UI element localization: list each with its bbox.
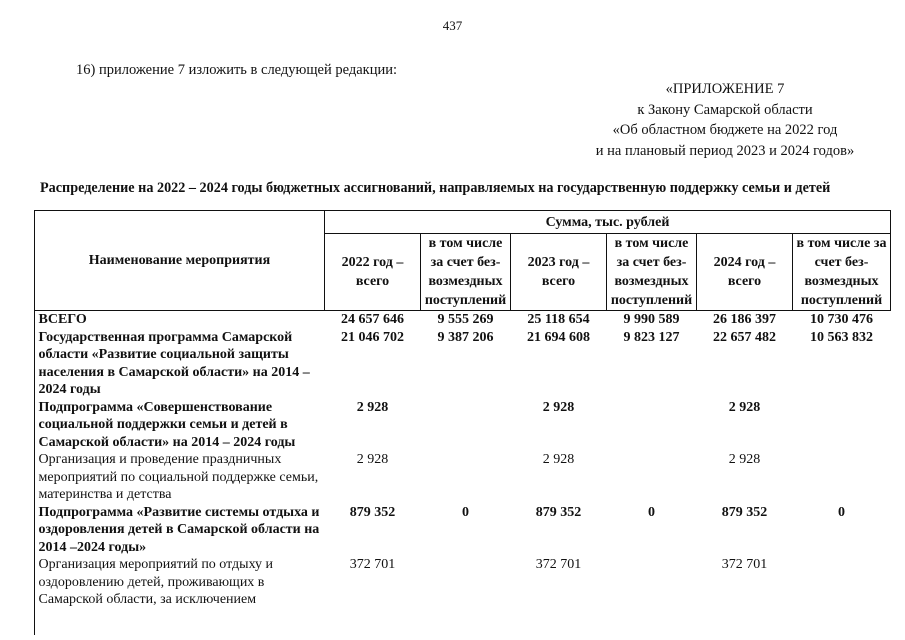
cell-value: 25 118 654 <box>511 311 607 329</box>
table-row <box>35 399 891 452</box>
cell-value: 21 694 608 <box>527 329 590 345</box>
cell-value <box>607 451 697 504</box>
cell-value: 879 352 <box>535 504 582 520</box>
cell-value: 9 823 127 <box>623 329 680 345</box>
budget-table <box>34 210 891 609</box>
row-name: Организация и проведение праздничных мероприятий по социальной поддержке семьи, материнства и детства <box>38 452 319 502</box>
column-header: 2024 год – всего <box>697 234 793 311</box>
table-title: Распределение на 2022 – 2024 годы бюджетных ассигнований, направляемых на государственную поддержку семьи и детей <box>40 180 831 196</box>
cell-value: 2 928 <box>728 399 761 415</box>
cell-value: 372 701 <box>535 557 582 572</box>
cell-value: 0 <box>838 504 845 520</box>
table-row <box>35 311 891 329</box>
cell-value: 879 352 <box>349 504 396 520</box>
cell-value: 2 928 <box>356 452 389 467</box>
row-name: Подпрограмма «Совершенствование социальной поддержки семьи и детей в Самарской области» на 2014 – 2024 годы <box>38 399 296 450</box>
table-row <box>35 451 891 504</box>
cell-value <box>607 556 697 609</box>
table-left-border <box>34 210 35 635</box>
page-number: 437 <box>442 18 463 33</box>
cell-value <box>421 556 511 609</box>
table-row <box>35 556 891 609</box>
column-header: 2023 год – всего <box>511 234 607 311</box>
column-group-sum: Сумма, тыс. рублей <box>325 211 891 234</box>
cell-value: 2 928 <box>728 452 761 467</box>
row-name: Организация мероприятий по отдыху и оздоровлению детей, проживающих в Самарской области, за исключением <box>38 557 274 607</box>
cell-value: 0 <box>648 504 655 520</box>
cell-value: 26 186 397 <box>697 311 793 329</box>
cell-value: 0 <box>462 504 469 520</box>
annex-line: к Закону Самарской области <box>637 101 813 118</box>
cell-value <box>793 556 891 609</box>
row-name: ВСЕГО <box>35 311 325 329</box>
row-name: Государственная программа Самарской области «Развитие социальной защиты населения в Самарской области» на 2014 – 2024 годы <box>38 329 310 397</box>
cell-value: 9 990 589 <box>607 311 697 329</box>
table-row <box>35 329 891 399</box>
annex-line: и на плановый период 2023 и 2024 годов» <box>595 142 855 159</box>
row-name: Подпрограмма «Развитие системы отдыха и оздоровления детей в Самарской области на 2014 –2024 годы» <box>38 504 320 555</box>
annex-line: «Об областном бюджете на 2022 год <box>612 122 838 138</box>
column-header: 2022 год – всего <box>325 234 421 311</box>
cell-value <box>793 399 891 452</box>
cell-value: 10 563 832 <box>810 329 873 345</box>
intro-text: 16) приложение 7 изложить в следующей редакции: <box>76 62 398 78</box>
column-header-name: Наименование мероприятия <box>35 211 325 311</box>
cell-value: 21 046 702 <box>341 329 404 345</box>
cell-value <box>607 399 697 452</box>
cell-value: 372 701 <box>349 557 396 572</box>
cell-value <box>421 399 511 452</box>
annex-line: «ПРИЛОЖЕНИЕ 7 <box>665 81 785 97</box>
cell-value: 10 730 476 <box>793 311 891 329</box>
cell-value <box>421 451 511 504</box>
cell-value: 2 928 <box>356 399 389 415</box>
column-header: в том числе за счет без-возмездных поступлений <box>421 234 511 311</box>
table-row <box>35 504 891 557</box>
column-header: в том числе за счет без-возмездных поступлений <box>607 234 697 311</box>
cell-value: 879 352 <box>721 504 768 520</box>
cell-value <box>793 451 891 504</box>
cell-value: 2 928 <box>542 399 575 415</box>
cell-value: 2 928 <box>542 452 575 467</box>
cell-value: 9 555 269 <box>421 311 511 329</box>
cell-value: 9 387 206 <box>437 329 494 345</box>
cell-value: 372 701 <box>721 557 768 572</box>
annex-heading <box>560 79 890 161</box>
cell-value: 24 657 646 <box>325 311 421 329</box>
column-header: в том числе за счет без-возмездных поступлений <box>793 234 891 311</box>
cell-value: 22 657 482 <box>713 329 776 345</box>
